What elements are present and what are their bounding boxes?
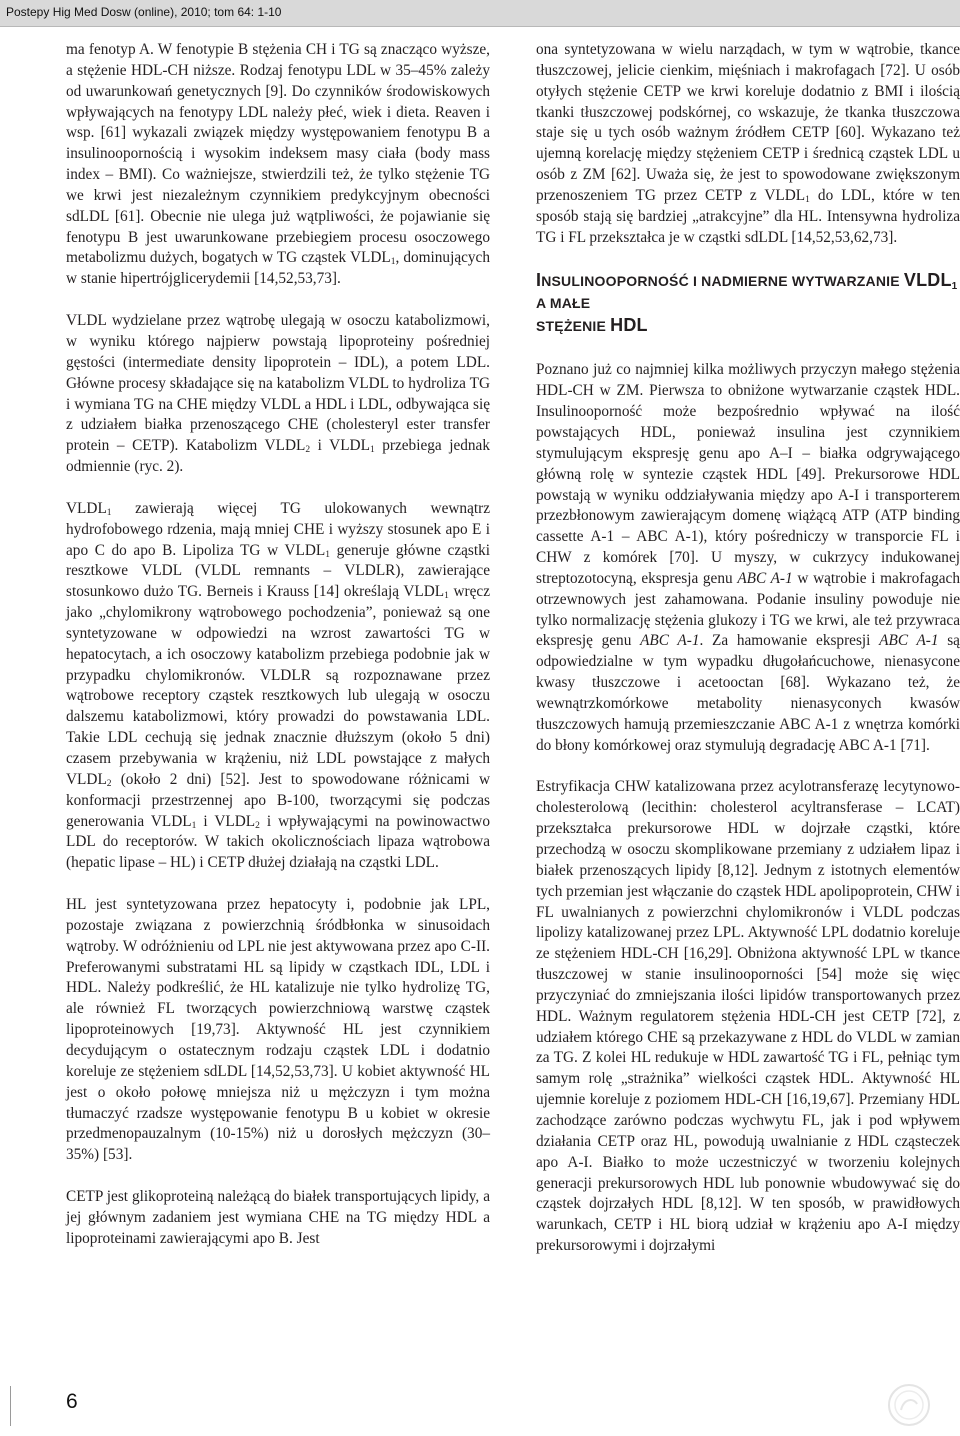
publisher-logo-icon	[886, 1382, 932, 1428]
left-column	[66, 40, 490, 1271]
paragraph: Poznano już co najmniej kilka możliwych przyczyn małego stężenia HDL-CH w ZM. Pierwsza to obniżone wytwarzanie cząstek HDL. Insulinooporność może bezpośrednio wpływać na ilość powstających HDL, ponieważ insulina jest czynnikiem stymulującym ekspresję genu apo A–I – białka odgrywającego główną rolę w syntezie cząstek HDL [49]. Prekursorowe HDL powstają w wyniku oddziaływania między apo A-I i transporterem przezbłonowym zawierającym domenę wiążącą ATP (ATP binding cassette A-1 – ABC A-1), który pośredniczy w transporcie FL i CHW z komórek [70]. U myszy, w cukrzycy indukowanej streptozotocyną, ekspresja genu ABC A-1 w wątrobie i makrofagach otrzewnowych jest zahamowana. Podanie insuliny powoduje nie tylko normalizację stężenia glukozy i TG we krwi, ale też przywraca ekspresję genu ABC A-1. Za hamowanie ekspresji ABC A-1 są odpowiedzialne w tym wypadku długołańcuchowe, nienasycone kwasy tłuszczowe i acetooctan [68]. Wykazano też, że wewnątrzkomórkowe metabolity nienasyconych kwasów tłuszczowych hamują przemieszczanie ABC A-1 z wnętrza komórki do błony komórkowej oraz stymulują degradację ABC A-1 [71].	[536, 361, 960, 754]
paragraph: HL jest syntetyzowana przez hepatocyty i, podobnie jak LPL, pozostaje związana z powierzchnią śródbłonka w sinusoidach wątroby. W odróżnieniu od LPL nie jest aktywowana przez apo C-II. Preferowanymi substratami HL są lipidy w cząstkach IDL, LDL i HDL. Należy podkreślić, że HL katalizuje nie tylko hydrolizę TG, ale również FL tworzących powierzchniową warstwę cząstek lipoproteinowych [19,73]. Aktywność HL jest czynnikiem decydującym o ostatecznym rodzaju cząstek LDL i dodatnio koreluje ze stężeniem sdLDL [14,52,53,73]. U kobiet aktywność HL jest o około połowę mniejsza niż u mężczyzn i tym można tłumaczyć rzadsze występowanie fenotypu B u kobiet w okresie przedmenopauzalnym (10-15%) niż u dorosłych mężczyzn (30–35%) [53].	[66, 896, 490, 1164]
section-heading: INSULINOOPORNOŚĆ I NADMIERNE WYTWARZANIE $VLDL_1$ A MAŁE STĘŻENIE HDL	[536, 270, 958, 336]
running-header	[0, 0, 960, 27]
running-title: Postepy Hig Med Dosw (online), 2010; tom 64: 1-10	[6, 5, 282, 19]
margin-rule	[10, 1386, 11, 1426]
paragraph: ma fenotyp A. W fenotypie B stężenia CH i TG są znacząco wyższe, a stężenie HDL-CH niższe. Rodzaj fenotypu LDL w 35–45% zależy od uwarunkowań genetycznych [9]. Do czynników środowiskowych wpływających na fenotypy LDL należy płeć, wiek i dieta. Reaven i wsp. [61] wykazali związek między występowaniem fenotypu B a insulinoopornością i wysokim indeksem masy ciała (body mass index – BMI). Co ważniejsze, stwierdzili też, że tylko stężenie TG we krwi jest niezależnym czynnikiem predykcyjnym obecności sdLDL [61]. Obecnie nie ulega już wątpliwości, że pojawianie się fenotypu B jest uwarunkowane przebiegiem procesu osoczowego metabolizmu dużych, bogatych w TG cząstek $VLDL_1$, dominujących w stanie hipertrójglicerydemii [14,52,53,73].	[66, 41, 490, 288]
paragraph: Estryfikacja CHW katalizowana przez acylotransferazę lecytynowo-cholesterolową (lecithin: cholesterol acyltransferase – LCAT) przekształca prekursorowe HDL w dojrzałe cząstki, które przechodzą w osoczu skomplikowane przemiany z udziałem lipaz i białek przenoszących lipidy [8,12]. Jednym z istotnych elementów tych przemian jest włączanie do cząstek HDL apolipoprotein, CHW i FL uwalnianych z powierzchni chylomikronów i VLDL podczas lipolizy katalizowanej przez LPL. Aktywność LPL dodatnio koreluje ze stężeniem HDL-CH [16,29]. Obniżona aktywność LPL w tkance tłuszczowej w stanie insulinooporności [54] może się więc przyczyniać do zmniejszania ilości lipidów transportowanych przez HDL. Ważnym regulatorem stężenia HDL-CH jest CETP [72], z udziałem którego CHE są przekazywane z HDL do VLDL w zamian za TG. Z kolei HL redukuje w HDL zawartość TG i FL, pełniąc tym samym rolę „strażnika” wielkości cząstek HDL. Aktywność HL ujemnie koreluje z poziomem HDL-CH [16,19,67]. Przemiany HDL zachodzące zarówno podczas wychwytu FL, jak i pod wpływem działania CETP oraz HL, powodują uwalnianie z HDL cząsteczek apo A-I. Białko to może uczestniczyć w tworzeniu kolejnych generacji prekursorowych HDL lub ponownie wbudowywać się do cząstek dojrzałych HDL [8,12]. W ten sposób, w prawidłowych warunkach, CETP i HL biorą udział w krążeniu apo A-I między prekursorowymi i dojrzałymi	[536, 778, 960, 1255]
paragraph: CETP jest glikoproteiną należącą do białek transportujących lipidy, a jej głównym zadaniem jest wymiana CHE na TG między HDL a lipoproteinami zawierającymi apo B. Jest	[66, 1188, 490, 1247]
paragraph: ona syntetyzowana w wielu narządach, w tym w wątrobie, tkance tłuszczowej, jelicie cienkim, mięśniach i makrofagach [72]. U osób otyłych stężenie CETP we krwi koreluje dodatnio z BMI i ilością tkanki tłuszczowej podskórnej, co wskazuje, że tkanka tłuszczowa staje się u tych osób ważnym źródłem CETP [60]. Wykazano też ujemną korelację między stężeniem CETP i średnicą cząstek LDL u osób z ZM [62]. Uważa się, że jest to spowodowane zwiększonym przenoszeniem TG przez CETP z $VLDL_1$ do LDL, które w ten sposób stają się bardziej „atrakcyjne” dla HL. Intensywna hydroliza TG i FL przekształca je w cząstki sdLDL [14,52,53,62,73].	[536, 41, 960, 246]
right-column	[536, 40, 960, 1278]
paragraph: $VLDL_1$ zawierają więcej TG ulokowanych wewnątrz hydrofobowego rdzenia, mają mniej CHE i wyższy stosunek apo E i apo C do apo B. Lipoliza TG w $VLDL_1$ generuje główne cząstki resztkowe VLDL (VLDL remnants – VLDLR), zawierające stosunkowo dużo TG. Berneis i Krauss [14] określają $VLDL_1$ wręcz jako „chylomikrony wątrobowego pochodzenia”, ponieważ są one syntetyzowane w odpowiedzi na wzrost zawartości TG w hepatocytach, a ich osoczowy katabolizm przebiega podobnie jak w przypadku chylomikronów. VLDLR są rozpoznawane przez wątrobowe receptory cząstek resztkowych lub ulegają w osoczu dalszemu katabolizmowi, który prowadzi do powstawania LDL. Takie LDL cechują się jednak znacznie dłuższym (około 5 dni) czasem przebywania w krążeniu, niż LDL powstające z małych $VLDL_2$ (około 2 dni) [52]. Jest to spowodowane różnicami w konformacji przestrzennej apo B-100, tworzącymi się podczas generowania $VLDL_1$ i $VLDL_2$ i wpływającymi na powinowactwo LDL do receptorów. W takich okolicznościach lipaza wątrobowa (hepatic lipase – HL) i CETP dłużej działają na cząstki LDL.	[66, 499, 490, 872]
paragraph: VLDL wydzielane przez wątrobę ulegają w osoczu katabolizmowi, w wyniku którego najpierw powstają lipoproteiny pośredniej gęstości (intermediate density lipoprotein – IDL), a potem LDL. Główne procesy składające się na katabolizm VLDL to hydroliza TG i wymiana TG na CHE między VLDL a HDL i LDL, odbywająca się z udziałem białka przenoszącego CHE (cholesteryl ester transfer protein – CETP). Katabolizm $VLDL_2$ i $VLDL_1$ przebiega jednak odmiennie (ryc. 2).	[66, 312, 490, 476]
page-number: 6	[66, 1390, 78, 1413]
